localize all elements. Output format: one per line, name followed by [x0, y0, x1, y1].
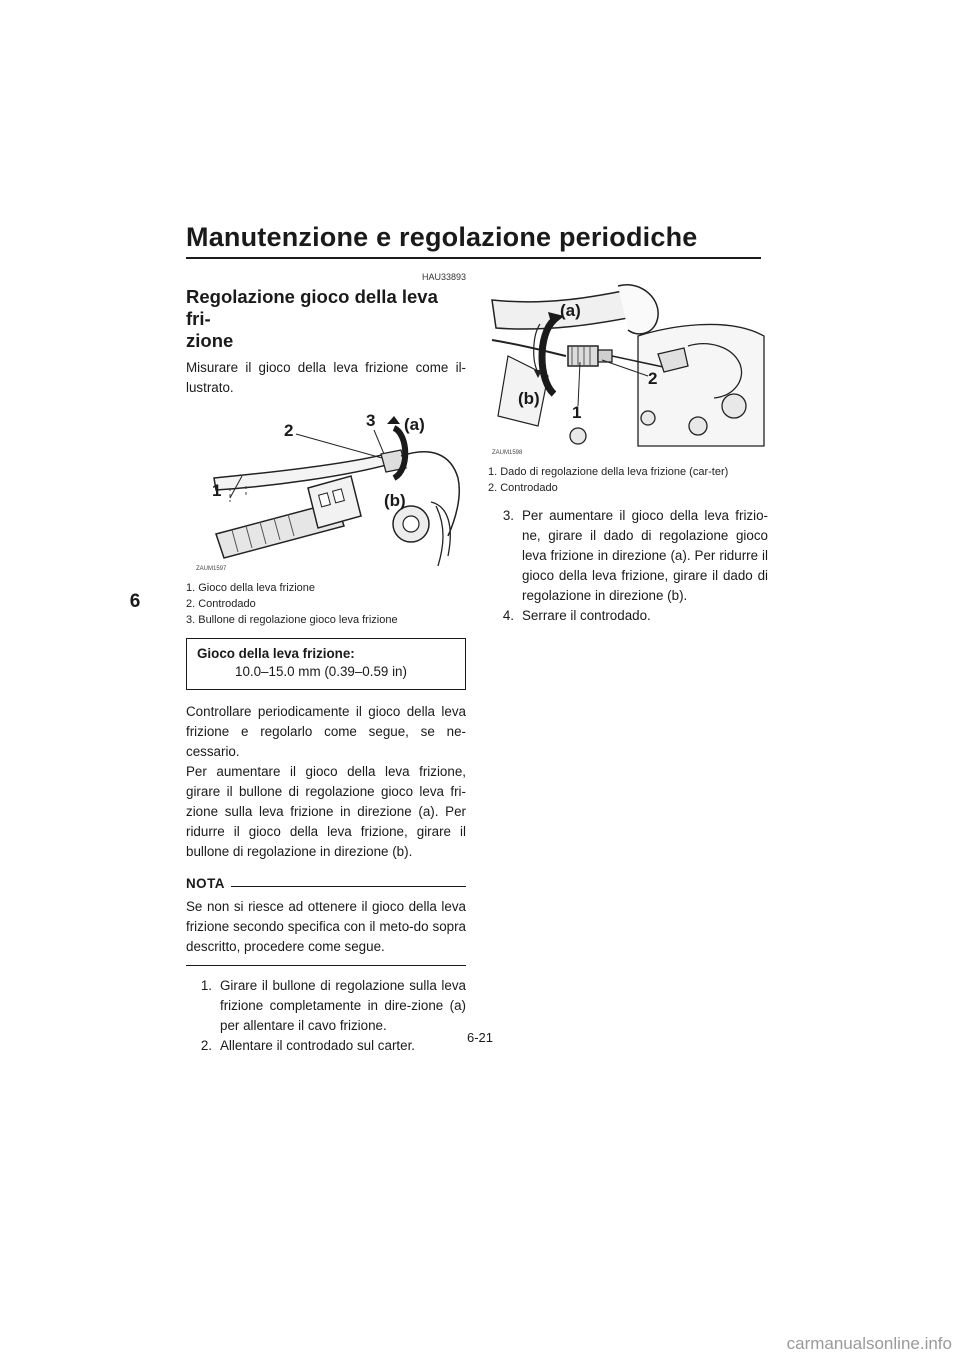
body-paragraph-2: Per aumentare il gioco della leva frizione, girare il bullone di regolazione gioco leva fri-zione sulla leva frizione in direzione (a). Per ridurre il gioco della leva frizione, girare il bullone di regolazione in direzione (b).	[186, 764, 466, 859]
step-number: 3.	[502, 508, 514, 523]
section-heading	[186, 286, 466, 352]
step-number: 2.	[200, 1038, 212, 1053]
list-item	[186, 976, 466, 1036]
fig2-label-1: 1	[572, 403, 582, 422]
figure1-code: ZAUM1597	[196, 566, 227, 572]
figure1-captions	[186, 580, 466, 628]
watermark: carmanualsonline.info	[786, 1334, 952, 1353]
step-text: Per aumentare il gioco della leva frizio-ne, girare il dado di regolazione gioco leva frizione in direzione (a). Per ridurre il gioco della leva frizione, girare il dado di regolazione in direzione (b).	[522, 508, 768, 603]
fig1-label-3: 3	[366, 411, 376, 430]
fig2-label-2: 2	[648, 369, 658, 388]
fig1-label-b: (b)	[384, 491, 406, 510]
crankcase-adjuster-illustration	[488, 276, 768, 458]
section-code: HAU33893	[421, 272, 466, 282]
note-block	[186, 876, 466, 966]
list-item	[488, 506, 768, 606]
step-text: Serrare il controdado.	[522, 608, 651, 623]
step-text: Girare il bullone di regolazione sulla leva frizione completamente in dire-zione (a) per allentare il cavo frizione.	[220, 978, 466, 1033]
figure-crankcase-adjuster	[488, 276, 768, 458]
chapter-tab: 6	[129, 591, 141, 612]
caption-item: 2. Controdado	[186, 598, 256, 610]
body-paragraph-1: Controllare periodicamente il gioco della leva frizione e regolarlo come segue, se ne-cessario.	[186, 704, 466, 759]
fig1-label-a: (a)	[404, 415, 425, 434]
spec-title: Gioco della leva frizione:	[197, 646, 355, 661]
left-column	[186, 270, 466, 1056]
step-text: Allentare il controdado sul carter.	[220, 1038, 416, 1053]
fig1-label-1: 1	[212, 481, 222, 500]
note-line	[231, 886, 466, 887]
step-number: 4.	[502, 608, 514, 623]
spec-value: 10.0–15.0 mm (0.39–0.59 in)	[235, 664, 407, 679]
step-number: 1.	[200, 978, 212, 993]
steps-right	[488, 506, 768, 626]
page-title: Manutenzione e regolazione periodiche	[186, 222, 698, 252]
list-item	[488, 606, 768, 626]
fig2-label-a: (a)	[560, 301, 581, 320]
section-heading-text: Regolazione gioco della leva fri- zione	[186, 286, 438, 351]
clutch-lever-illustration	[186, 406, 466, 574]
intro-paragraph: Misurare il gioco della leva frizione come il-lustrato.	[186, 360, 466, 395]
note-label: NOTA	[186, 876, 225, 891]
caption-item: 1. Dado di regolazione della leva frizione (car-ter)	[488, 466, 729, 478]
note-text: Se non si riesce ad ottenere il gioco della leva frizione secondo specifica con il meto-do sopra descritto, procedere come segue.	[186, 899, 466, 954]
page-number: 6-21	[466, 1030, 494, 1045]
caption-item: 1. Gioco della leva frizione	[186, 582, 316, 594]
fig2-label-b: (b)	[518, 389, 540, 408]
figure2-captions	[488, 464, 768, 496]
note-bottom-rule	[186, 965, 466, 966]
caption-item: 2. Controdado	[488, 482, 558, 494]
note-header	[186, 876, 466, 891]
figure-clutch-lever	[186, 406, 466, 574]
right-column	[488, 270, 768, 626]
fig1-label-2: 2	[284, 421, 294, 440]
spec-box	[186, 638, 466, 690]
figure2-code: ZAUM1598	[492, 450, 523, 456]
title-rule	[186, 257, 761, 259]
caption-item: 3. Bullone di regolazione gioco leva frizione	[186, 614, 398, 626]
